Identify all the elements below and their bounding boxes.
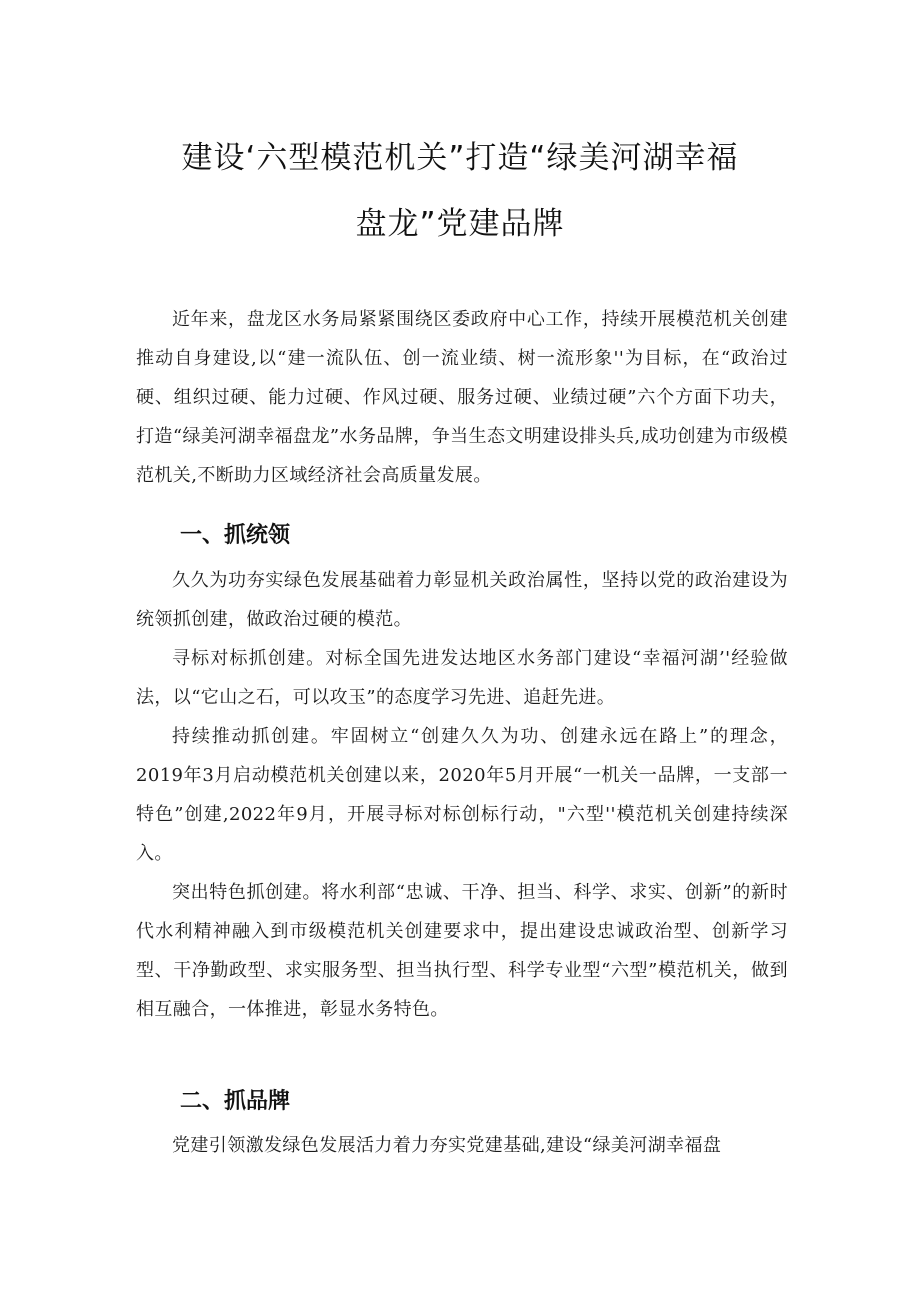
section-1-body [136, 561, 788, 1029]
section-1-paragraph: 突出特色抓创建。将水利部“忠诚、干净、担当、科学、求实、创新”的新时代水利精神融入到市级模范机关创建要求中，提出建设忠诚政治型、创新学习型、干净勤政型、求实服务型、担当执行型、科学专业型“六型”模范机关，做到相互融合，一体推进，彰显水务特色。 [136, 882, 788, 1020]
section-1-paragraph: 持续推动抓创建。牢固树立“创建久久为功、创建永远在路上”的理念，2019年3月启动模范机关创建以来，2020年5月开展“一机关一品牌，一支部一特色”创建,2022年9月，开展寻标对标创标行动，"六型''模范机关创建持续深入。 [136, 726, 788, 864]
section-1-heading: 一、抓统领 [180, 523, 291, 548]
section-2-heading: 二、抓品牌 [180, 1089, 291, 1114]
section-1-heading-block [136, 516, 788, 556]
intro-block [136, 300, 788, 495]
intro-paragraph: 近年来，盘龙区水务局紧紧围绕区委政府中心工作，持续开展模范机关创建推动自身建设,以“建一流队伍、创一流业绩、树一流形象''为目标，在“政治过硬、组织过硬、能力过硬、作风过硬、服务过硬、业绩过硬”六个方面下功夫，打造“绿美河湖幸福盘龙”水务品牌，争当生态文明建设排头兵,成功创建为市级模范机关,不断助力区域经济社会高质量发展。 [136, 309, 788, 486]
section-1-paragraph: 寻标对标抓创建。对标全国先进发达地区水务部门建设“幸福河湖’'经验做法，以“它山之石，可以攻玉”的态度学习先进、追赶先进。 [136, 648, 788, 708]
section-2-heading-block [136, 1082, 788, 1122]
document-title-line-1: 建设‘六型模范机关”打造“绿美河湖幸福 [181, 140, 739, 176]
section-2-paragraph: 党建引领激发绿色发展活力着力夯实党建基础,建设“绿美河湖幸福盘 [172, 1135, 722, 1156]
section-2-body [136, 1126, 788, 1165]
document-title-line-2: 盘龙”党建品牌 [355, 206, 565, 242]
section-1-paragraph: 久久为功夯实绿色发展基础着力彰显机关政治属性，坚持以党的政治建设为统领抓创建，做政治过硬的模范。 [136, 570, 788, 630]
